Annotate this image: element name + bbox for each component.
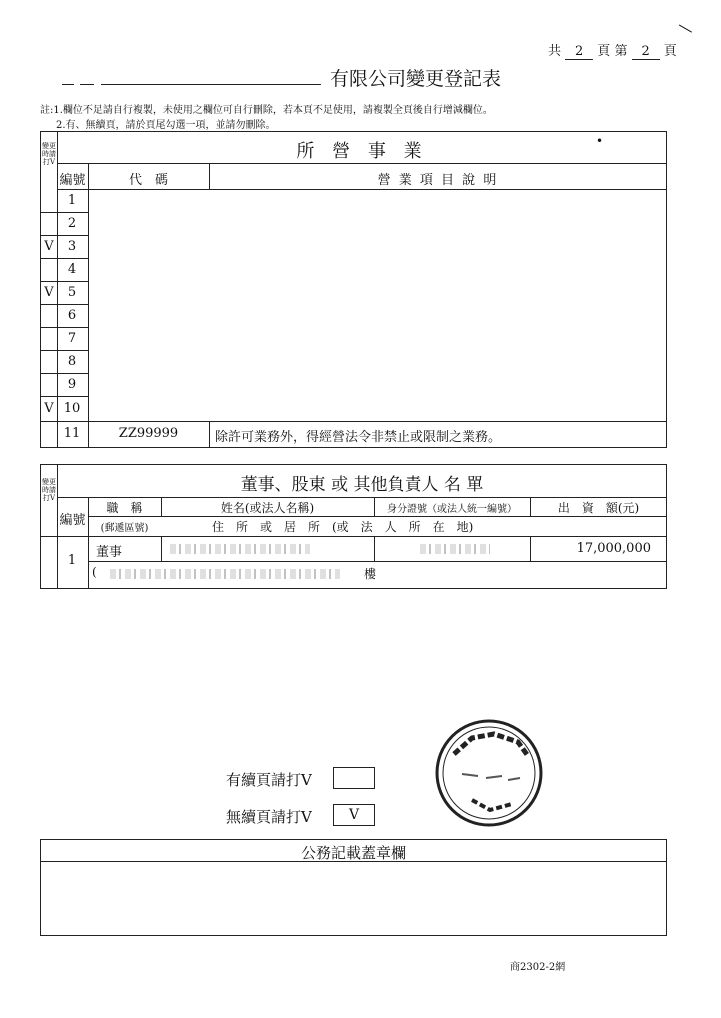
business-col-no: 編號	[59, 173, 86, 188]
official-seal	[432, 716, 546, 830]
note-2: 2.有、無續頁，請於頁尾勾選一項，並請勿刪除。	[56, 120, 276, 131]
company-name-blank-2	[80, 84, 94, 85]
business-row-no: 11	[63, 426, 81, 441]
business-row-no: 9	[67, 377, 77, 392]
business-row-no: 10	[63, 401, 81, 416]
has-more-label: 有續頁請打V	[226, 771, 312, 789]
officers-col-title: 職 稱	[106, 501, 143, 515]
business-row-desc: 除許可業務外，得經營法令非禁止或限制之業務。	[215, 430, 502, 445]
has-more-checkbox[interactable]	[333, 767, 375, 789]
officer-address-prefix: (	[92, 565, 97, 579]
officers-col-capital: 出 資 額(元)	[557, 501, 640, 515]
no-more-checkbox[interactable]: V	[333, 804, 375, 826]
note-1: 註:1.欄位不足請自行複製，未使用之欄位可自行刪除，若本頁不足使用，請複製全頁後自行增減欄位。	[40, 105, 493, 116]
form-title: 有限公司變更登記表	[330, 68, 502, 90]
official-title: 公務記載蓋章欄	[300, 844, 406, 862]
page-word: 頁	[597, 44, 611, 59]
business-change-mark-label: 變更時請打V	[42, 142, 56, 166]
officer-name-redacted	[170, 544, 310, 554]
business-row-mark: V	[44, 285, 54, 300]
business-row-no: 4	[67, 262, 77, 277]
page-no: 2	[632, 44, 660, 60]
page-word2: 頁	[663, 44, 677, 59]
officers-section-title: 董事、股東 或 其他負責人 名 單	[240, 475, 484, 495]
business-row-no: 5	[67, 285, 77, 300]
page-total-label: 共	[548, 44, 562, 59]
business-col-code: 代 碼	[128, 173, 168, 188]
business-row-code: ZZ99999	[118, 426, 179, 441]
officers-col-id: 身分證號（或法人統一編號）	[387, 504, 517, 515]
page-no-label: 第	[614, 44, 628, 59]
business-row-no: 7	[67, 331, 77, 346]
no-more-label: 無續頁請打V	[226, 808, 312, 826]
business-row-mark: V	[44, 239, 54, 254]
business-section-title: 所 營 事 業	[296, 141, 428, 162]
officer-id-redacted	[420, 544, 490, 554]
business-col-desc: 營 業 項 目 說 明	[377, 173, 499, 188]
company-name-blank-1	[62, 84, 74, 85]
officers-col-no: 編號	[59, 513, 86, 528]
officers-col-postal: (郵遞區號)	[100, 523, 149, 534]
officer-address-redacted	[110, 569, 340, 579]
business-row-no: 1	[67, 193, 77, 208]
corner-mark: —	[674, 15, 698, 40]
officer-row-capital: 17,000,000	[576, 541, 651, 556]
company-name-line	[101, 84, 321, 85]
officers-col-name: 姓名(或法人名稱)	[220, 501, 315, 515]
business-row-no: 2	[67, 216, 77, 231]
business-row-no: 6	[67, 308, 77, 323]
officer-row-title: 董事	[96, 545, 123, 560]
ink-dot: •	[596, 134, 604, 148]
officer-address-suffix: 樓	[364, 567, 377, 581]
page-counter	[548, 40, 677, 60]
page-total: 2	[565, 44, 593, 60]
officers-change-mark-label: 變更時請打V	[42, 478, 56, 502]
officer-row-no: 1	[67, 553, 77, 568]
business-row-mark: V	[44, 401, 54, 416]
form-code: 商2302-2網	[510, 962, 566, 973]
business-row-no: 3	[67, 239, 77, 254]
officers-col-address: 住 所 或 居 所 (或 法 人 所 在 地)	[212, 520, 474, 534]
business-row-no: 8	[67, 354, 77, 369]
